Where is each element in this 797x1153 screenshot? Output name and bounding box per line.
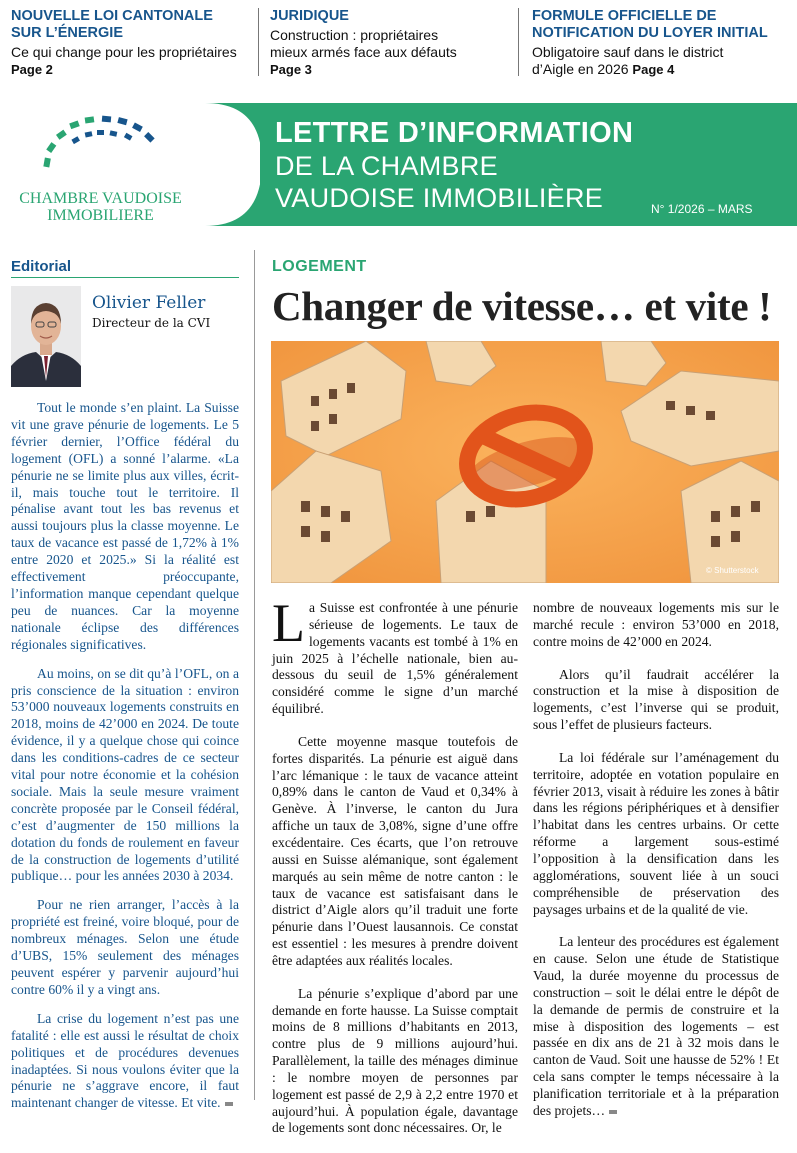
- editorial-last-text: La crise du logement n’est pas une fatalité : elle est aussi le résultat de choix politiques et de procédures devenues inadaptées. Si nous voulons éviter que la pénurie ne s’aggrave encore, il faut maintenant changer de vitesse. Et vite.: [11, 1010, 239, 1111]
- teaser-text-2a: Construction : propriétaires: [270, 27, 439, 43]
- teaser-rent[interactable]: [532, 8, 792, 78]
- teaser-divider: [518, 8, 519, 76]
- author-role: Directeur de la CVI: [92, 316, 211, 330]
- teaser-title-2: JURIDIQUE: [270, 8, 349, 24]
- article-last-text: La lenteur des procédures est également en cause. Selon une étude de Statistique Vaud, la durée moyenne du processus de construction – soit le délai entre le dépôt de la demande de permis de construire et la mise à disposition des logements – est passée en dix ans de 21 à 32 mois dans le canton de Vaud. Soit une hausse de 52% ! Et cela sans compter le temps nécessaire à la planification territoriale et à la préparation des projets…: [533, 934, 779, 1118]
- logo-line-2: IMMOBILIERE: [47, 207, 154, 224]
- editorial-body: [11, 400, 239, 1124]
- logo-line-1: CHAMBRE VAUDOISE: [19, 190, 182, 207]
- article-kicker: LOGEMENT: [272, 258, 367, 275]
- article-paragraph: [272, 593, 518, 718]
- article-paragraph: nombre de nouveaux logements mis sur le marché recule : environ 53’000 en 2018, contre moins de 42’000 en 2024.: [533, 600, 779, 649]
- article-paragraph: [533, 934, 779, 1119]
- teaser-text-3a: Obligatoire sauf dans le district: [532, 44, 724, 60]
- title-line-2: DE LA CHAMBRE: [275, 151, 498, 181]
- editorial-paragraph: Tout le monde s’en plaint. La Suisse vit une grave pénurie de logements. Le 5 février dernier, l’Office fédéral du logement (OFL) a sonné l’alarme. «La pénurie ne se limite plus aux villes, écrit-il, mais touche tout le territoire. Il pénalise avant tout les bas revenus et aussi toujours plus la classe moyenne. Le taux de vacance est passé de 1,72% à 1% entre 2020 et 2025.» Si la réalité est effectivement préoccupante, l’information manque cependant quelque peu de nuances. Car la moyenne nationale éclipse des différences régionales significatives.: [11, 400, 239, 652]
- editorial-paragraph: Au moins, on se dit qu’à l’OFL, on a pris conscience de la situation : environ 53’000 nouveaux logements construits en 2018, moins de 42’000 en 2024. De toute évidence, il y a quelque chose qui coince dans les conditions-cadres de ce secteur vital pour notre économie et la cohésion sociale. Mais la seule mesure vraiment concrète proposée par le Conseil fédéral, c’est d’augmenter de 150 millions la dotation du fonds de roulement en faveur de la construction de logements d’utilité publique… pour les années 2030 à 2034.: [11, 665, 239, 884]
- teaser-page-3: Page 4: [632, 62, 675, 77]
- teaser-title-3: FORMULE OFFICIELLE DE: [532, 8, 717, 24]
- author-name: Olivier Feller: [92, 293, 206, 313]
- teaser-divider: [258, 8, 259, 76]
- article-photo: [271, 341, 779, 583]
- newsletter-title: [275, 117, 633, 214]
- end-mark-icon: [225, 1102, 233, 1106]
- drop-cap: L: [272, 593, 305, 653]
- teaser-text-2b: mieux armés face aux défauts: [270, 44, 457, 60]
- editorial-paragraph: [11, 1011, 239, 1112]
- teaser-page-1: Page 2: [11, 62, 53, 77]
- editorial-heading: Editorial: [11, 258, 239, 278]
- logo-emblem-icon: [30, 112, 180, 182]
- article-paragraph: Cette moyenne masque toutefois de fortes disparités. La pénurie est aiguë dans l’arc lémanique : le taux de vacance atteint 0,89% dans le canton de Vaud et 0,34% à Genève. À l’inverse, le canton du Jura affiche un taux de 3,08%, signe d’une offre excédentaire. Ces écarts, que l’on retrouve aussi en Suisse alémanique, sont également marqués au sein même de notre canton : le taux de vacance est satisfaisant dans le district d’Aigle alors qu’il traduit une forte pénurie dans l’Ouest lausannois. Ce constat est essentiel : les mesures à prendre doivent être adaptées aux réalités locales.: [272, 733, 518, 968]
- issue-number: N° 1/2026 – MARS: [651, 202, 753, 216]
- teaser-energy[interactable]: [11, 8, 251, 78]
- teaser-text-3b: d’Aigle en 2026: [532, 61, 629, 77]
- photo-credit: © Shutterstock: [706, 566, 759, 575]
- editorial-paragraph: Pour ne rien arranger, l’accès à la propriété est freiné, voire bloqué, pour de nombreux ménages. Selon une étude d’UBS, 15% seulement des ménages peuvent espérer y parvenir aujourd’hui contre 60% il y a vingt ans.: [11, 897, 239, 997]
- column-divider: [254, 250, 255, 1100]
- author-portrait: [11, 286, 81, 387]
- logo-wordmark: [13, 190, 188, 224]
- title-line-1: LETTRE D’INFORMATION: [275, 117, 634, 149]
- teaser-legal[interactable]: [270, 8, 510, 78]
- teaser-page-2: Page 3: [270, 62, 312, 77]
- teaser-text-1: Ce qui change pour les propriétaires: [11, 44, 237, 60]
- teaser-title-1: NOUVELLE LOI CANTONALE: [11, 8, 213, 24]
- article-lead-text: a Suisse est confrontée à une pénurie sérieuse de logements. Le taux de logements vacants est tombé à 1% en juin 2025 à l’échelle nationale, bien au-dessous du seuil de 1,5% généralement considéré comme le signe d’un marché équilibré.: [272, 600, 518, 717]
- title-line-3: VAUDOISE IMMOBILIÈRE: [275, 183, 604, 213]
- article-paragraph: La pénurie s’explique d’abord par une demande en forte hausse. La Suisse comptait moins de 8 millions d’habitants en 2013, contre plus de 9 millions aujourd’hui. Parallèlement, la taille des ménages diminue : le nombre moyen de personnes par logement est passé de 2,9 à 2,2 entre 1970 et aujourd’hui. À population égale, davantage de logements sont donc nécessaires. Or, le: [272, 985, 518, 1136]
- article-headline: Changer de vitesse… et vite !: [272, 283, 772, 329]
- end-mark-icon: [609, 1110, 617, 1114]
- article-column-1: [272, 593, 518, 1153]
- article-column-2: [533, 600, 779, 1136]
- teaser-title-1b: SUR L’ÉNERGIE: [11, 25, 123, 41]
- article-paragraph: La loi fédérale sur l’aménagement du territoire, adoptée en votation populaire en février 2013, visait à réduire les zones à bâtir dans les régions périphériques et à densifier l’habitat dans les centres urbains. Or cette réforme a largement sous-estimé l’opposition à la densification dans les agglomérations, souvent liée à un souci compréhensible de préservation des paysages urbains et de la qualité de vie.: [533, 749, 779, 917]
- teaser-title-3b: NOTIFICATION DU LOYER INITIAL: [532, 25, 768, 41]
- article-paragraph: Alors qu’il faudrait accélérer la construction et la mise à disposition de logements, c’est l’inverse qui se produit, sous l’effet de plusieurs facteurs.: [533, 666, 779, 733]
